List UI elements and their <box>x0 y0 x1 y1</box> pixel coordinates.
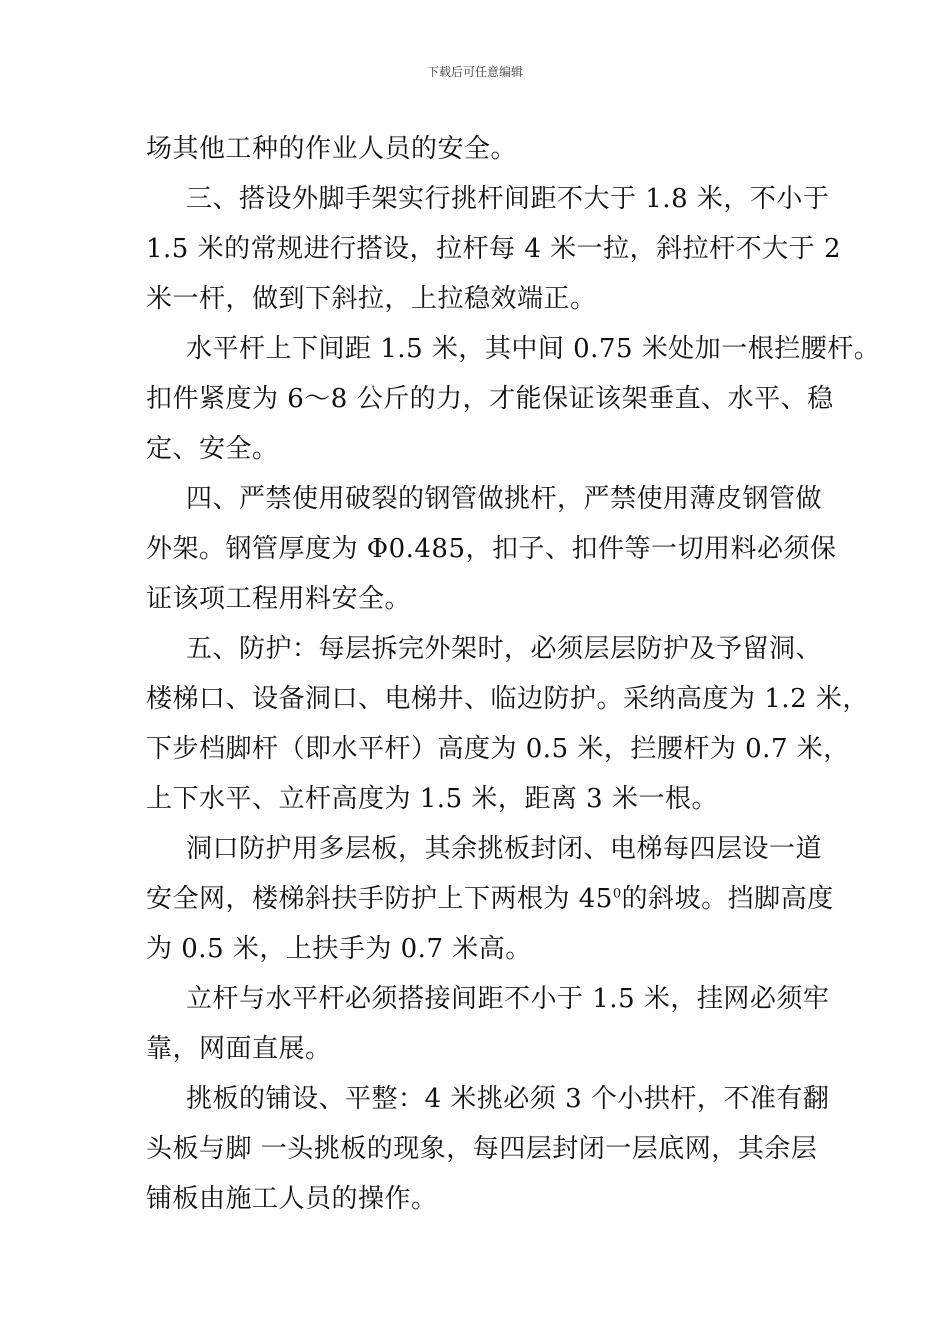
paragraph-line: 铺板由施工人员的操作。 <box>146 1184 438 1214</box>
paragraph-line: 证该项工程用料安全。 <box>146 584 412 614</box>
paragraph-line: 水平杆上下间距 1.5 米，其中间 0.75 米处加一根拦腰杆。 <box>186 334 881 364</box>
paragraph-line: 下步档脚杆（即水平杆）高度为 0.5 米，拦腰杆为 0.7 米， <box>146 734 850 764</box>
line-segment: 的斜坡。挡脚高度 <box>621 884 834 914</box>
paragraph-line: 挑板的铺设、平整：4 米挑必须 3 个小拱杆，不准有翻 <box>186 1084 830 1114</box>
paragraph-line: 定、安全。 <box>146 434 279 464</box>
document-body <box>146 124 881 1224</box>
degree-superscript: 0 <box>612 886 622 902</box>
paragraph-line: 头板与脚 一头挑板的现象，每四层封闭一层底网，其余层 <box>146 1134 818 1164</box>
paragraph-line: 立杆与水平杆必须搭接间距不小于 1.5 米，挂网必须牢 <box>186 984 830 1014</box>
paragraph-line: 场其他工种的作业人员的安全。 <box>146 134 518 164</box>
paragraph-line: 洞口防护用多层板，其余挑板封闭、电梯每四层设一道 <box>186 834 823 864</box>
paragraph-line: 靠，网面直展。 <box>146 1034 332 1064</box>
paragraph-line <box>146 874 834 924</box>
paragraph-line: 1.5 米的常规进行搭设，拉杆每 4 米一拉，斜拉杆不大于 2 <box>146 234 841 264</box>
paragraph-line: 为 0.5 米，上扶手为 0.7 米高。 <box>146 934 532 964</box>
paragraph-line: 三、搭设外脚手架实行挑杆间距不大于 1.8 米，不小于 <box>186 184 830 214</box>
paragraph-line: 五、防护：每层拆完外架时，必须层层防护及予留洞、 <box>186 634 823 664</box>
paragraph-line: 外架。钢管厚度为 Φ0.485，扣子、扣件等一切用料必须保 <box>146 534 837 564</box>
paragraph-line: 上下水平、立杆高度为 1.5 米，距离 3 米一根。 <box>146 784 718 814</box>
paragraph-line: 扣件紧度为 6～8 公斤的力，才能保证该架垂直、水平、稳 <box>146 384 834 414</box>
line-segment: 安全网，楼梯斜扶手防护上下两根为 45 <box>146 884 613 914</box>
page-header: 下载后可任意编辑 <box>426 65 523 79</box>
paragraph-line: 四、严禁使用破裂的钢管做挑杆，严禁使用薄皮钢管做 <box>186 484 823 514</box>
paragraph-line: 楼梯口、设备洞口、电梯井、临边防护。采纳高度为 1.2 米， <box>146 684 869 714</box>
paragraph-line: 米一杆，做到下斜拉，上拉稳效端正。 <box>146 284 597 314</box>
